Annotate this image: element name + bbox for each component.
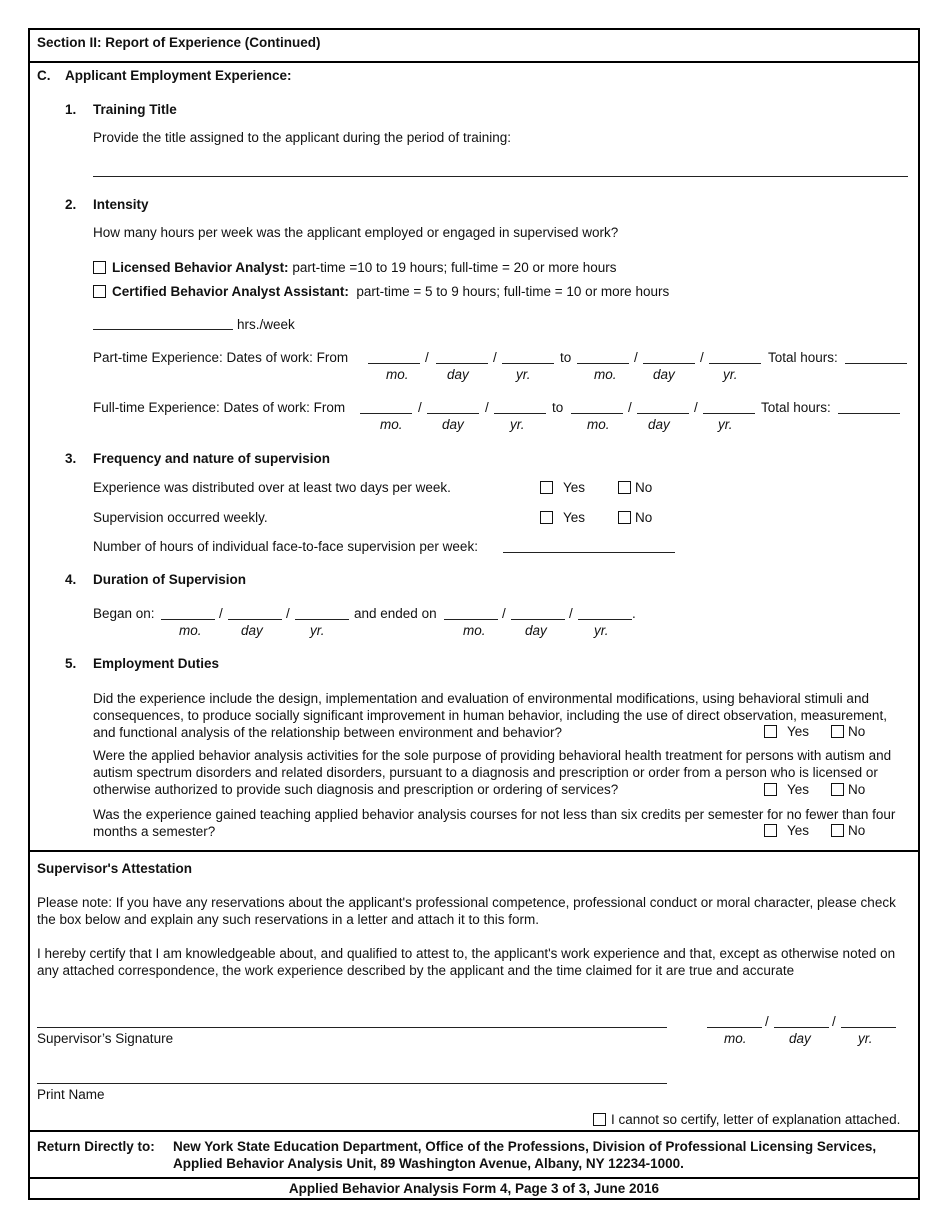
duties-q1-no-checkbox[interactable] xyxy=(831,725,844,738)
item5-title: Employment Duties xyxy=(93,656,220,671)
section-header: Section II: Report of Experience (Continued) xyxy=(37,35,321,50)
slash: / xyxy=(418,400,422,415)
slash: / xyxy=(485,400,489,415)
to-label: to xyxy=(552,400,564,415)
slash: / xyxy=(628,400,632,415)
lba-line xyxy=(112,260,616,276)
ft-from-month-field[interactable] xyxy=(360,413,412,414)
no-label: No xyxy=(848,823,866,838)
no-label: No xyxy=(635,510,653,525)
began-day-field[interactable] xyxy=(228,619,282,620)
ended-day-field[interactable] xyxy=(511,619,565,620)
return-address-line1: New York State Education Department, Office of the Professions, Division of Professional Licensing Services, xyxy=(173,1139,877,1154)
slash: / xyxy=(502,606,506,621)
item1-number: 1. xyxy=(65,102,77,117)
yr-label: yr. xyxy=(858,1031,873,1046)
mo-label: mo. xyxy=(179,623,202,638)
mo-label: mo. xyxy=(386,367,409,382)
item3-q2: Supervision occurred weekly. xyxy=(93,510,268,525)
mo-label: mo. xyxy=(587,417,610,432)
print-name-label: Print Name xyxy=(37,1087,105,1102)
item2-prompt: How many hours per week was the applicant employed or engaged in supervised work? xyxy=(93,225,619,240)
day-label: day xyxy=(789,1031,811,1046)
form-frame xyxy=(28,28,920,1200)
lba-checkbox[interactable] xyxy=(93,261,106,274)
no-label: No xyxy=(848,782,866,797)
yes-label: Yes xyxy=(563,510,586,525)
yes-label: Yes xyxy=(787,724,810,739)
day-label: day xyxy=(525,623,547,638)
item3-q1: Experience was distributed over at least two days per week. xyxy=(93,480,451,495)
cannot-certify-checkbox[interactable] xyxy=(593,1113,606,1126)
item5-q3: Was the experience gained teaching applied behavior analysis courses for not less than six credits per semester for no fewer than four months a semester? xyxy=(93,807,896,839)
yes-label: Yes xyxy=(787,823,810,838)
slash: / xyxy=(286,606,290,621)
duties-q2-yes-checkbox[interactable] xyxy=(764,783,777,796)
slash: / xyxy=(493,350,497,365)
no-label: No xyxy=(635,480,653,495)
began-year-field[interactable] xyxy=(295,619,349,620)
day-label: day xyxy=(442,417,464,432)
ft-to-year-field[interactable] xyxy=(703,413,755,414)
pt-to-day-field[interactable] xyxy=(643,363,695,364)
ft-to-day-field[interactable] xyxy=(637,413,689,414)
section-c-title: Applicant Employment Experience: xyxy=(65,68,292,83)
day-label: day xyxy=(447,367,469,382)
divider xyxy=(28,1177,920,1179)
item1-prompt: Provide the title assigned to the applicant during the period of training: xyxy=(93,130,512,145)
yr-label: yr. xyxy=(310,623,325,638)
item4-number: 4. xyxy=(65,572,77,587)
part-time-label: Part-time Experience: Dates of work: From xyxy=(93,350,349,365)
signature-label: Supervisor’s Signature xyxy=(37,1031,174,1046)
item2-title: Intensity xyxy=(93,197,149,212)
supervision-hours-field[interactable] xyxy=(503,552,675,553)
item5-q2: Were the applied behavior analysis activities for the sole purpose of providing behavioral health treatment for persons with autism and autism spectrum disorders and related disorders, pursuant to a diagnosis and prescription or order from a person who is licensed or otherwise authorized to provide such diagnosis and prescription or ordering of services? xyxy=(93,748,892,797)
attestation-title: Supervisor's Attestation xyxy=(37,861,192,876)
began-month-field[interactable] xyxy=(161,619,215,620)
cbaa-label: Certified Behavior Analyst Assistant: xyxy=(112,284,349,299)
lba-text: part-time =10 to 19 hours; full-time = 20 or more hours xyxy=(292,260,617,275)
yr-label: yr. xyxy=(594,623,609,638)
pt-from-month-field[interactable] xyxy=(368,363,420,364)
training-title-field[interactable] xyxy=(93,176,908,177)
cbaa-line xyxy=(112,284,669,300)
hours-per-week-field[interactable] xyxy=(93,329,233,330)
q1-no-checkbox[interactable] xyxy=(618,481,631,494)
pt-to-year-field[interactable] xyxy=(709,363,761,364)
q2-yes-checkbox[interactable] xyxy=(540,511,553,524)
yes-label: Yes xyxy=(787,782,810,797)
item3-q3: Number of hours of individual face-to-face supervision per week: xyxy=(93,539,478,554)
slash: / xyxy=(765,1014,769,1029)
full-time-label: Full-time Experience: Dates of work: From xyxy=(93,400,346,415)
day-label: day xyxy=(648,417,670,432)
section-c-letter: C. xyxy=(37,68,51,83)
slash: / xyxy=(569,606,573,621)
yes-label: Yes xyxy=(563,480,586,495)
sign-year-field[interactable] xyxy=(841,1027,896,1028)
mo-label: mo. xyxy=(724,1031,747,1046)
yr-label: yr. xyxy=(516,367,531,382)
hrs-week-label: hrs./week xyxy=(237,317,295,332)
sign-day-field[interactable] xyxy=(774,1027,829,1028)
period: . xyxy=(632,606,636,621)
ended-on-label: and ended on xyxy=(354,606,437,621)
item5-number: 5. xyxy=(65,656,77,671)
slash: / xyxy=(700,350,704,365)
item3-number: 3. xyxy=(65,451,77,466)
slash: / xyxy=(634,350,638,365)
item4-title: Duration of Supervision xyxy=(93,572,247,587)
ended-year-field[interactable] xyxy=(578,619,632,620)
ft-total-hours-field[interactable] xyxy=(838,413,900,414)
attestation-note: Please note: If you have any reservations about the applicant's professional competence, professional conduct or moral character, please check the box below and explain any such reservations in a letter and attach it to this form. xyxy=(37,895,896,927)
return-label: Return Directly to: xyxy=(37,1139,155,1154)
pt-total-hours-field[interactable] xyxy=(845,363,907,364)
slash: / xyxy=(425,350,429,365)
item1-title: Training Title xyxy=(93,102,177,117)
cbaa-checkbox[interactable] xyxy=(93,285,106,298)
yr-label: yr. xyxy=(718,417,733,432)
print-name-field[interactable] xyxy=(37,1083,667,1084)
day-label: day xyxy=(241,623,263,638)
yr-label: yr. xyxy=(510,417,525,432)
ft-to-month-field[interactable] xyxy=(571,413,623,414)
duties-q3-yes-checkbox[interactable] xyxy=(764,824,777,837)
duties-q2-no-checkbox[interactable] xyxy=(831,783,844,796)
mo-label: mo. xyxy=(380,417,403,432)
item2-number: 2. xyxy=(65,197,77,212)
total-hours-label: Total hours: xyxy=(761,400,831,415)
cannot-certify-label: I cannot so certify, letter of explanation attached. xyxy=(611,1112,901,1127)
signature-field[interactable] xyxy=(37,1027,667,1028)
item5-q1: Did the experience include the design, implementation and evaluation of environmental modifications, using behavioral stimuli and consequences, to produce socially significant improvement in human behavior, including the use of direct observation, measurement, and functional analysis of the relationship between environment and behavior? xyxy=(93,691,887,740)
duties-q3-no-checkbox[interactable] xyxy=(831,824,844,837)
divider xyxy=(28,850,920,852)
slash: / xyxy=(219,606,223,621)
pt-to-month-field[interactable] xyxy=(577,363,629,364)
yr-label: yr. xyxy=(723,367,738,382)
pt-from-day-field[interactable] xyxy=(436,363,488,364)
began-on-label: Began on: xyxy=(93,606,155,621)
mo-label: mo. xyxy=(594,367,617,382)
item3-title: Frequency and nature of supervision xyxy=(93,451,331,466)
sign-month-field[interactable] xyxy=(707,1027,762,1028)
pt-from-year-field[interactable] xyxy=(502,363,554,364)
divider xyxy=(28,61,920,63)
ft-from-year-field[interactable] xyxy=(494,413,546,414)
form-footer: Applied Behavior Analysis Form 4, Page 3 of 3, June 2016 xyxy=(288,1181,660,1196)
divider xyxy=(28,1130,920,1132)
ft-from-day-field[interactable] xyxy=(427,413,479,414)
cbaa-text: part-time = 5 to 9 hours; full-time = 10 or more hours xyxy=(356,284,670,299)
ended-month-field[interactable] xyxy=(444,619,498,620)
lba-label: Licensed Behavior Analyst: xyxy=(112,260,289,275)
q2-no-checkbox[interactable] xyxy=(618,511,631,524)
attestation-certify: I hereby certify that I am knowledgeable about, and qualified to attest to, the applicant's work experience and that, except as otherwise noted on any attached correspondence, the work experience described by the applicant and the time claimed for it are true and accurate xyxy=(37,946,896,978)
to-label: to xyxy=(560,350,572,365)
total-hours-label: Total hours: xyxy=(768,350,838,365)
slash: / xyxy=(694,400,698,415)
no-label: No xyxy=(848,724,866,739)
return-address-line2: Applied Behavior Analysis Unit, 89 Washington Avenue, Albany, NY 12234-1000. xyxy=(173,1156,684,1171)
q1-yes-checkbox[interactable] xyxy=(540,481,553,494)
duties-q1-yes-checkbox[interactable] xyxy=(764,725,777,738)
mo-label: mo. xyxy=(463,623,486,638)
day-label: day xyxy=(653,367,675,382)
slash: / xyxy=(832,1014,836,1029)
